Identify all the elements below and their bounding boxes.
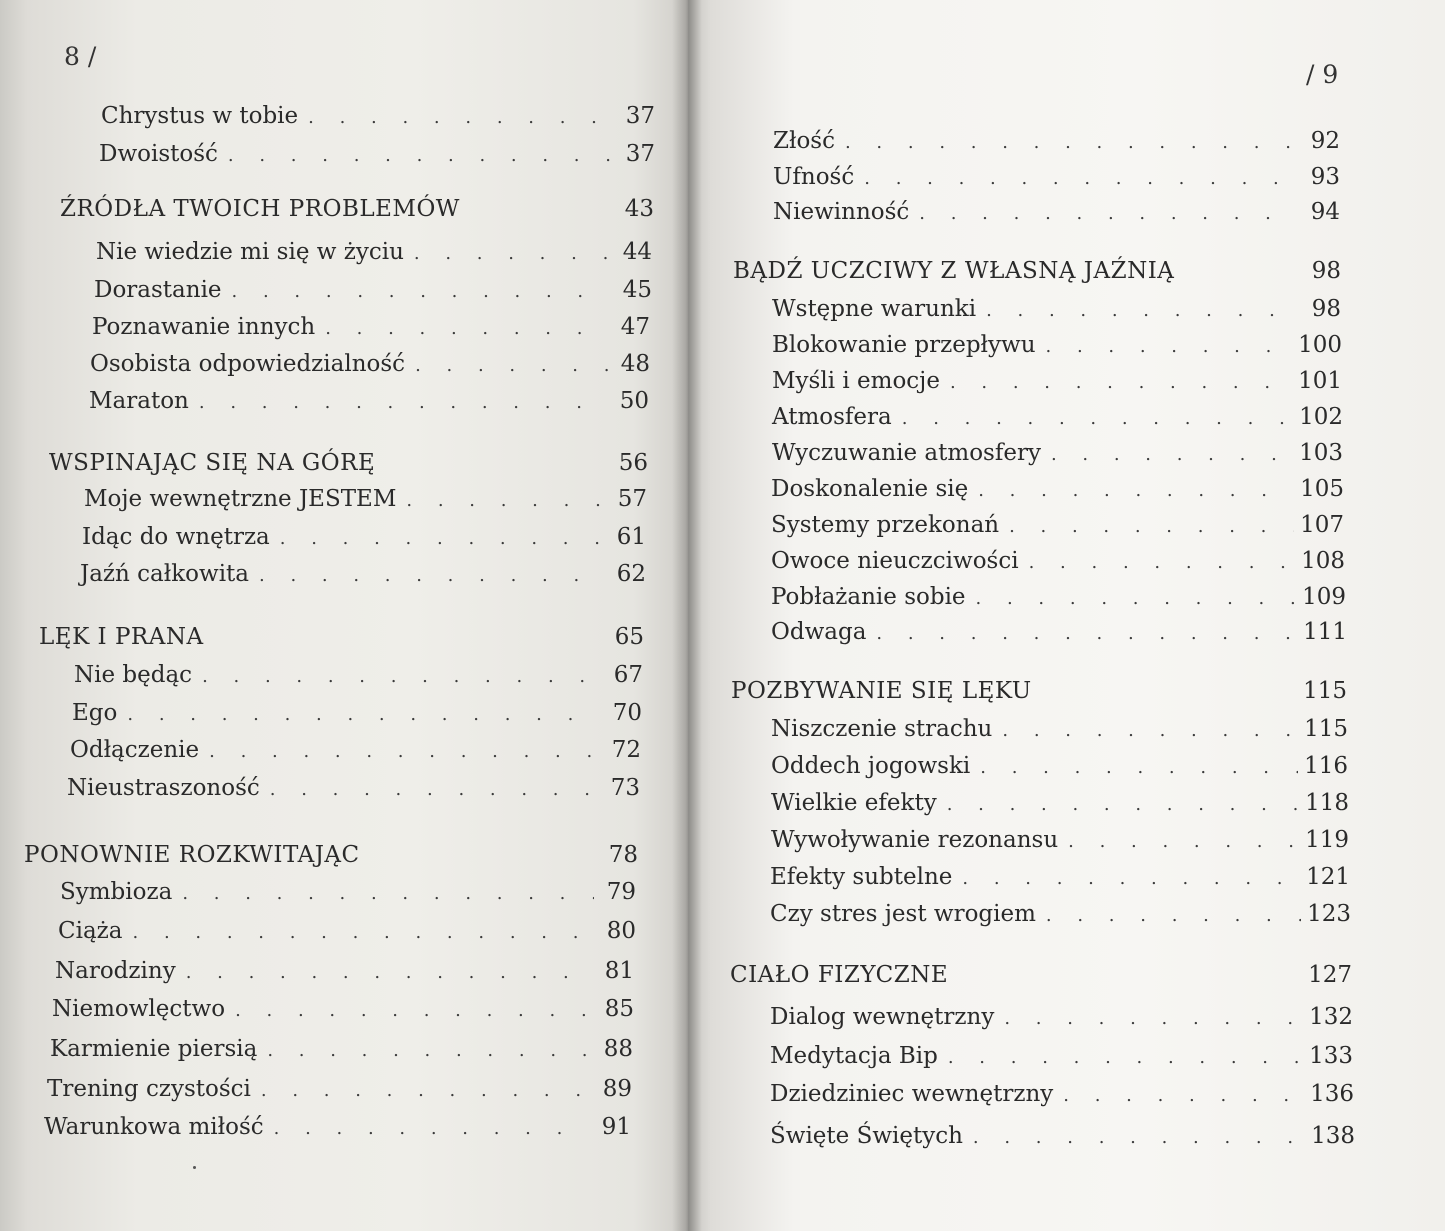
entry-page-number: 85	[604, 996, 634, 1022]
dot-leader	[986, 300, 1299, 321]
entry-title: Odłączenie	[70, 737, 200, 763]
dot-leader	[902, 408, 1293, 429]
toc-entry	[770, 1043, 1353, 1069]
dot-leader	[1063, 1085, 1304, 1106]
toc-entry	[92, 314, 650, 340]
entry-title: Narodziny	[55, 958, 176, 984]
toc-entry	[44, 1114, 631, 1140]
entry-title: Blokowanie przepływu	[772, 332, 1036, 358]
entry-title: Medytacja Bip	[770, 1043, 938, 1069]
entry-title: POZBYWANIE SIĘ LĘKU	[731, 678, 1032, 704]
dot-leader	[1046, 336, 1293, 357]
entry-title: Odwaga	[771, 619, 867, 645]
dot-leader	[864, 168, 1298, 189]
dot-leader	[845, 132, 1298, 153]
dot-leader	[270, 779, 598, 800]
toc-entry	[772, 368, 1342, 394]
dot-leader	[127, 704, 600, 725]
entry-page-number: 93	[1310, 164, 1340, 190]
entry-page-number: 100	[1298, 332, 1342, 358]
dot-leader	[876, 623, 1297, 644]
toc-entry	[770, 864, 1350, 890]
entry-page-number: 57	[617, 486, 647, 512]
entry-page-number: 127	[1308, 962, 1352, 988]
entry-title: Efekty subtelne	[770, 864, 953, 890]
entry-page-number: 115	[1303, 678, 1347, 704]
right-page	[688, 0, 1445, 1231]
toc-entry	[771, 548, 1345, 574]
entry-title: Doskonalenie się	[771, 476, 969, 502]
entry-page-number: 115	[1304, 716, 1348, 742]
toc-entry	[47, 1076, 632, 1102]
entry-title: Nie wiedzie mi się w życiu	[96, 239, 404, 265]
entry-page-number: 56	[618, 450, 648, 476]
dot-leader	[1004, 1008, 1303, 1029]
toc-entry	[772, 440, 1343, 466]
toc-entry	[84, 486, 647, 512]
toc-entry	[771, 827, 1349, 853]
entry-title: Dialog wewnętrzny	[770, 1004, 995, 1030]
dot-leader	[1002, 720, 1298, 741]
entry-title: Maraton	[89, 388, 189, 414]
entry-title: Oddech jogowski	[771, 753, 971, 779]
entry-page-number: 70	[612, 700, 642, 726]
entry-page-number: 108	[1301, 548, 1345, 574]
entry-page-number: 72	[611, 737, 641, 763]
toc-left	[0, 0, 688, 1231]
toc-entry	[770, 1004, 1353, 1030]
entry-title: Atmosfera	[772, 404, 892, 430]
entry-title: Wywoływanie rezonansu	[771, 827, 1059, 853]
entry-title: Symbioza	[60, 879, 173, 905]
entry-title: Jaźń całkowita	[80, 561, 250, 587]
toc-entry	[771, 716, 1348, 742]
toc-entry	[70, 737, 641, 763]
dot-leader	[202, 666, 601, 687]
toc-entry	[771, 753, 1348, 779]
toc-right	[688, 0, 1445, 1231]
toc-entry	[67, 775, 640, 801]
entry-title: WSPINAJĄC SIĘ NA GÓRĘ	[49, 450, 376, 476]
toc-entry	[90, 351, 650, 377]
entry-page-number: 118	[1305, 790, 1349, 816]
toc-entry	[94, 277, 652, 303]
entry-title: Chrystus w tobie	[101, 103, 299, 129]
dot-leader	[274, 1118, 589, 1139]
toc-entry	[772, 404, 1343, 430]
dot-leader	[1046, 905, 1301, 926]
entry-page-number: 98	[1311, 258, 1341, 284]
dot-leader	[947, 794, 1299, 815]
entry-page-number: 132	[1309, 1004, 1353, 1030]
entry-page-number: 91	[601, 1114, 631, 1140]
dot-leader	[414, 243, 610, 264]
dot-leader	[948, 1047, 1303, 1068]
entry-title: Wstępne warunki	[772, 296, 977, 322]
left-page	[0, 0, 688, 1231]
entry-title: Nie będąc	[74, 662, 193, 688]
entry-page-number: 105	[1300, 476, 1344, 502]
entry-title: Moje wewnętrzne JESTEM	[84, 486, 397, 512]
entry-page-number: 102	[1299, 404, 1343, 430]
entry-page-number: 73	[610, 775, 640, 801]
page-number-right: / 9	[1306, 60, 1339, 89]
toc-entry	[771, 476, 1344, 502]
entry-title: Niszczenie strachu	[771, 716, 993, 742]
entry-title: Dziedziniec wewnętrzny	[770, 1081, 1054, 1107]
toc-entry	[771, 619, 1347, 645]
entry-page-number: 92	[1310, 128, 1340, 154]
entry-page-number: 80	[606, 918, 636, 944]
dot-leader	[980, 757, 1298, 778]
entry-page-number: 103	[1299, 440, 1343, 466]
toc-entry	[89, 388, 649, 414]
entry-page-number: 121	[1306, 864, 1350, 890]
entry-page-number: 133	[1309, 1043, 1353, 1069]
entry-page-number: 116	[1304, 753, 1348, 779]
toc-entry	[58, 918, 636, 944]
dot-leader	[209, 741, 599, 762]
entry-title: Dwoistość	[99, 141, 218, 167]
dot-leader	[1029, 552, 1295, 573]
dot-leader	[261, 1080, 590, 1101]
dot-leader	[199, 392, 607, 413]
entry-page-number: 47	[620, 314, 650, 340]
entry-page-number: 62	[616, 561, 646, 587]
entry-title: Osobista odpowiedzialność	[90, 351, 406, 377]
entry-page-number: 89	[602, 1076, 632, 1102]
entry-page-number: 136	[1310, 1081, 1354, 1107]
toc-entry	[80, 561, 646, 587]
entry-title: CIAŁO FIZYCZNE	[730, 962, 949, 988]
entry-title: Ciąża	[58, 918, 123, 944]
dot-leader	[232, 281, 610, 302]
dot-leader	[267, 1040, 591, 1061]
entry-title: Karmienie piersią	[50, 1036, 258, 1062]
entry-title: Pobłażanie sobie	[771, 584, 966, 610]
toc-entry	[72, 700, 642, 726]
entry-title: Nieustraszoność	[67, 775, 260, 801]
dot-leader	[973, 1127, 1305, 1148]
entry-page-number: 67	[613, 662, 643, 688]
entry-page-number: 81	[604, 958, 634, 984]
entry-page-number: 45	[622, 277, 652, 303]
entry-page-number: 119	[1305, 827, 1349, 853]
entry-title: Święte Świętych	[770, 1123, 963, 1149]
toc-entry	[770, 901, 1351, 927]
toc-entry	[771, 790, 1349, 816]
entry-page-number: 43	[624, 196, 654, 222]
toc-entry	[772, 296, 1341, 322]
dot-leader	[950, 372, 1292, 393]
chapter-heading	[731, 678, 1347, 704]
dot-leader	[228, 145, 613, 166]
dot-leader	[976, 588, 1297, 609]
chapter-heading	[24, 842, 638, 868]
entry-page-number: 37	[625, 103, 655, 129]
entry-title: Niewinność	[773, 199, 910, 225]
entry-page-number: 123	[1307, 901, 1351, 927]
toc-entry	[99, 141, 655, 167]
toc-entry	[770, 1123, 1355, 1149]
chapter-heading	[60, 196, 654, 222]
dot-leader	[235, 1000, 592, 1021]
entry-title: Owoce nieuczciwości	[771, 548, 1019, 574]
dot-leader	[280, 528, 604, 549]
toc-entry	[60, 879, 636, 905]
toc-entry	[772, 332, 1342, 358]
dot-leader	[978, 480, 1294, 501]
entry-title: Trening czystości	[47, 1076, 251, 1102]
page-number-left: 8 /	[64, 42, 97, 71]
entry-title: PONOWNIE ROZKWITAJĄC	[24, 842, 360, 868]
entry-page-number: 48	[620, 351, 650, 377]
dot-leader	[1068, 831, 1299, 852]
entry-title: Idąc do wnętrza	[82, 524, 270, 550]
entry-title: LĘK I PRANA	[39, 624, 204, 650]
dot-leader	[406, 490, 605, 511]
dot-leader	[415, 355, 608, 376]
entry-title: Wielkie efekty	[771, 790, 937, 816]
toc-entry	[773, 128, 1340, 154]
toc-entry	[773, 164, 1340, 190]
toc-entry	[52, 996, 634, 1022]
entry-title: Ufność	[773, 164, 855, 190]
dot-leader	[1051, 444, 1293, 465]
toc-entry	[771, 512, 1344, 538]
entry-page-number: 37	[625, 141, 655, 167]
entry-page-number: 94	[1310, 199, 1340, 225]
dot-leader	[259, 565, 604, 586]
book-gutter-shadow	[672, 0, 702, 1231]
entry-title: Wyczuwanie atmosfery	[772, 440, 1041, 466]
entry-title: Poznawanie innych	[92, 314, 316, 340]
toc-entry	[771, 584, 1346, 610]
chapter-heading	[733, 258, 1341, 284]
entry-page-number: 65	[614, 624, 644, 650]
entry-page-number: 44	[622, 239, 652, 265]
entry-page-number: 78	[608, 842, 638, 868]
entry-title: Systemy przekonań	[771, 512, 1000, 538]
dot-leader	[919, 203, 1298, 224]
entry-page-number: 111	[1303, 619, 1347, 645]
toc-entry	[82, 524, 646, 550]
entry-page-number: 109	[1302, 584, 1346, 610]
entry-title: Ego	[72, 700, 118, 726]
dot-leader	[1009, 516, 1294, 537]
dot-leader	[182, 883, 594, 904]
toc-entry	[101, 103, 655, 129]
entry-page-number: 101	[1298, 368, 1342, 394]
chapter-heading	[39, 624, 644, 650]
entry-page-number: 61	[616, 524, 646, 550]
entry-title: BĄDŹ UCZCIWY Z WŁASNĄ JAŹNIĄ	[733, 258, 1175, 284]
toc-entry	[74, 662, 643, 688]
chapter-heading	[730, 962, 1352, 988]
entry-page-number: 88	[603, 1036, 633, 1062]
dot-leader	[133, 922, 595, 943]
entry-title: Myśli i emocje	[772, 368, 940, 394]
toc-entry	[50, 1036, 633, 1062]
entry-title: Niemowlęctwo	[52, 996, 226, 1022]
entry-title: Czy stres jest wrogiem	[770, 901, 1036, 927]
entry-page-number: 79	[606, 879, 636, 905]
dot-leader	[308, 107, 613, 128]
entry-page-number: 98	[1311, 296, 1341, 322]
entry-title: Warunkowa miłość	[44, 1114, 264, 1140]
toc-entry	[55, 958, 634, 984]
toc-entry	[770, 1081, 1354, 1107]
paper-speck	[193, 1166, 196, 1169]
entry-title: Dorastanie	[94, 277, 222, 303]
dot-leader	[186, 962, 592, 983]
toc-entry	[96, 239, 652, 265]
entry-page-number: 138	[1311, 1123, 1355, 1149]
chapter-heading	[49, 450, 648, 476]
entry-page-number: 107	[1300, 512, 1344, 538]
entry-page-number: 50	[619, 388, 649, 414]
entry-title: Złość	[773, 128, 835, 154]
entry-title: ŹRÓDŁA TWOICH PROBLEMÓW	[60, 196, 460, 222]
dot-leader	[962, 868, 1300, 889]
toc-entry	[773, 199, 1340, 225]
dot-leader	[325, 318, 608, 339]
